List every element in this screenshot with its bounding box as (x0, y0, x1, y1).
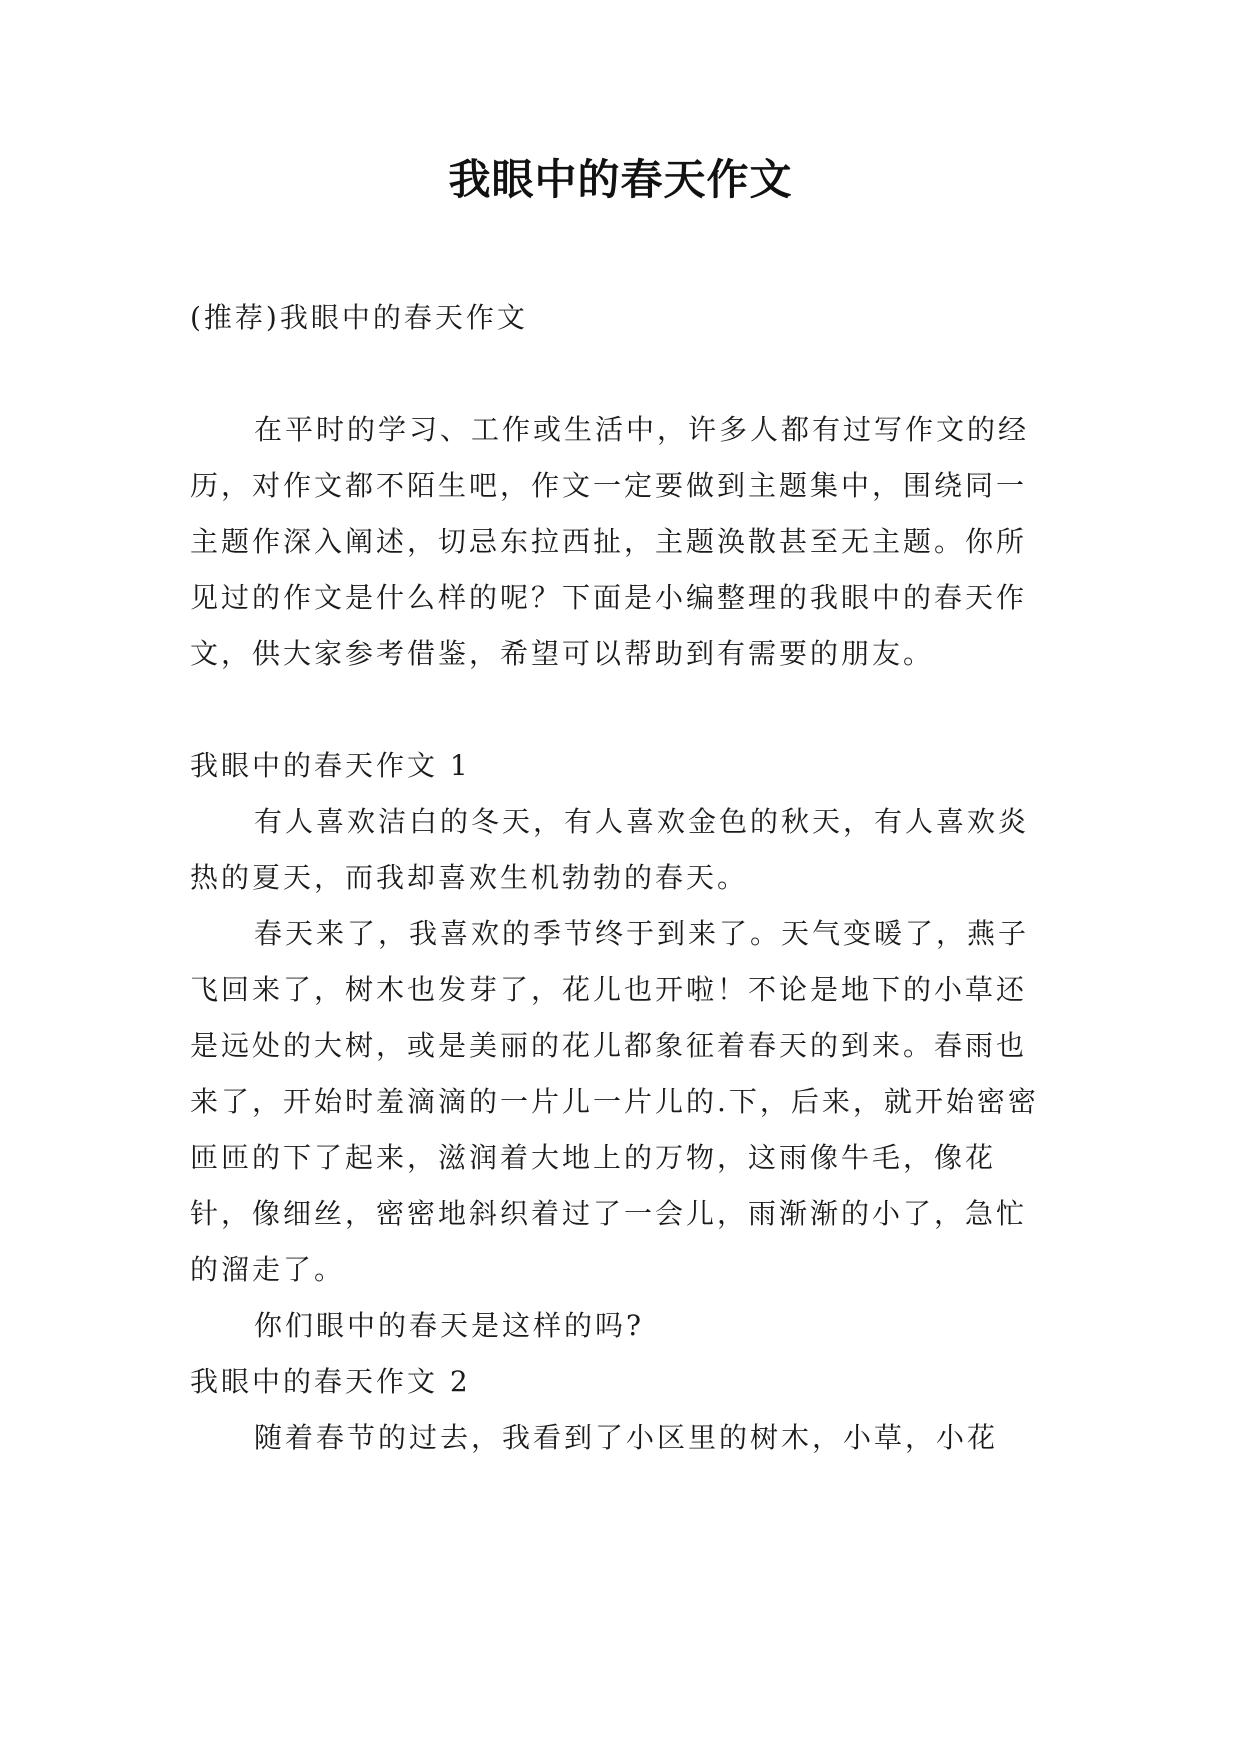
essay-1-heading: 我眼中的春天作文 1 (190, 749, 471, 782)
document-title: 我眼中的春天作文 (448, 155, 793, 204)
essay-2-heading: 我眼中的春天作文 2 (190, 1365, 471, 1398)
intro-paragraph: 在平时的学习、工作或生活中，许多人都有过写作文的经历，对作文都不陌生吧，作文一定要做到主题集中，围绕同一主题作深入阐述，切忌东拉西扯，主题涣散甚至无主题。你所见过的作文是什么样的呢？下面是小编整理的我眼中的春天作文，供大家参考借鉴，希望可以帮助到有需要的朋友。 (190, 413, 1030, 670)
essay-1-paragraph-2: 春天来了，我喜欢的季节终于到来了。天气变暖了，燕子飞回来了，树木也发芽了，花儿也开啦！不论是地下的小草还是远处的大树，或是美丽的花儿都象征着春天的到来。春雨也来了，开始时羞滴滴的一片儿一片儿的.下，后来，就开始密密匝匝的下了起来，滋润着大地上的万物，这雨像牛毛，像花针，像细丝，密密地斜织着过了一会儿，雨渐渐的小了，急忙的溜走了。 (190, 917, 1039, 1286)
document-body (190, 290, 1050, 1466)
essay-2-paragraph-1: 随着春节的过去，我看到了小区里的树木，小草，小花 (254, 1421, 999, 1454)
document-subtitle: (推荐)我眼中的春天作文 (190, 301, 528, 334)
essay-1-paragraph-1: 有人喜欢洁白的冬天，有人喜欢金色的秋天，有人喜欢炎热的夏天，而我却喜欢生机勃勃的春天。 (190, 805, 1030, 894)
essay-1-paragraph-3: 你们眼中的春天是这样的吗? (254, 1309, 645, 1342)
